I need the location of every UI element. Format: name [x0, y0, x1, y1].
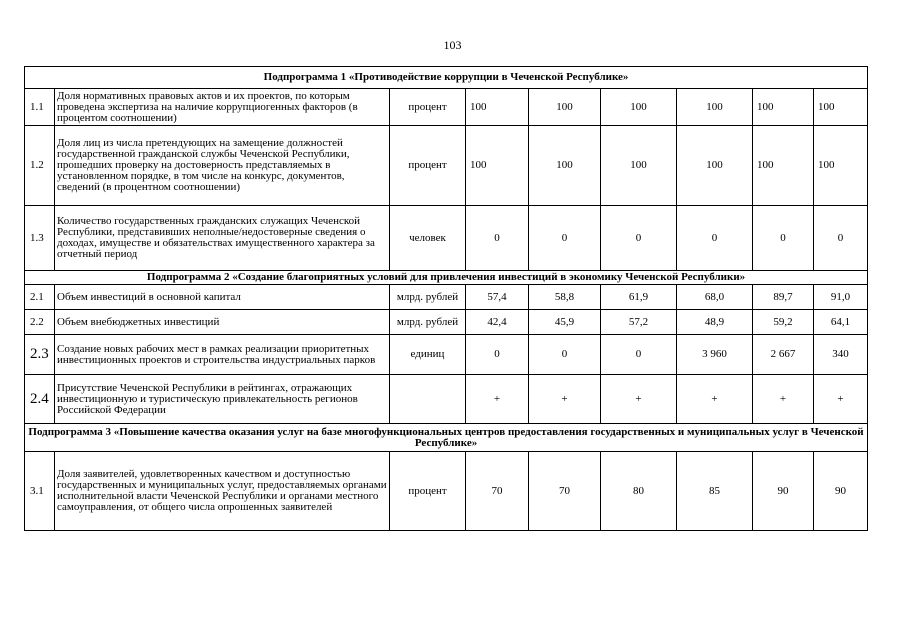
value-cell: +: [601, 375, 677, 424]
value-cell: 80: [601, 452, 677, 531]
table-row: [25, 285, 868, 310]
row-description: Создание новых рабочих мест в рамках реализации приоритетных инвестиционных проектов и строительства индустриальных парков: [55, 335, 390, 375]
value-cell: 100: [601, 89, 677, 126]
table-row: [25, 89, 868, 126]
value-cell: 90: [814, 452, 868, 531]
value-cell: +: [814, 375, 868, 424]
row-description: Доля нормативных правовых актов и их проектов, по которым проведена экспертиза на наличие коррупциогенных факторов (в процентом соотношении): [55, 89, 390, 126]
value-cell: +: [529, 375, 601, 424]
row-number: 2.2: [25, 310, 55, 335]
value-cell: 100: [601, 126, 677, 206]
value-cell: 64,1: [814, 310, 868, 335]
value-cell: 340: [814, 335, 868, 375]
value-cell: 100: [753, 89, 814, 126]
value-cell: 68,0: [677, 285, 753, 310]
table-row: [25, 310, 868, 335]
table-row: [25, 375, 868, 424]
value-cell: 61,9: [601, 285, 677, 310]
row-description: Объем инвестиций в основной капитал: [55, 285, 390, 310]
row-unit: процент: [390, 89, 466, 126]
value-cell: 100: [466, 89, 529, 126]
row-unit: процент: [390, 452, 466, 531]
value-cell: 90: [753, 452, 814, 531]
value-cell: 0: [601, 335, 677, 375]
row-unit: млрд. рублей: [390, 285, 466, 310]
value-cell: 100: [814, 89, 868, 126]
row-number: 1.2: [25, 126, 55, 206]
row-unit: единиц: [390, 335, 466, 375]
row-number: 2.1: [25, 285, 55, 310]
row-number: 2.4: [25, 375, 55, 424]
value-cell: 48,9: [677, 310, 753, 335]
value-cell: +: [466, 375, 529, 424]
value-cell: 0: [753, 206, 814, 271]
table-row: [25, 206, 868, 271]
row-description: Количество государственных гражданских служащих Чеченской Республики, представивших неполные/недостоверные сведения о доходах, имуществе и обязательствах имущественного характера за отчетный период: [55, 206, 390, 271]
section-title: Подпрограмма 2 «Создание благоприятных условий для привлечения инвестиций в экономику Чеченской Республики»: [25, 271, 868, 285]
row-description: Доля лиц из числа претендующих на замещение должностей государственной гражданской службы Чеченской Республики, прошедших проверку на достоверность представляемых в установленном порядке, в том числе на конкурс, документов, сведений (в процентном соотношении): [55, 126, 390, 206]
value-cell: 45,9: [529, 310, 601, 335]
row-unit: млрд. рублей: [390, 310, 466, 335]
value-cell: +: [753, 375, 814, 424]
value-cell: 2 667: [753, 335, 814, 375]
row-number: 1.1: [25, 89, 55, 126]
value-cell: 100: [529, 89, 601, 126]
value-cell: 100: [753, 126, 814, 206]
value-cell: 57,2: [601, 310, 677, 335]
row-unit: процент: [390, 126, 466, 206]
value-cell: 3 960: [677, 335, 753, 375]
value-cell: 59,2: [753, 310, 814, 335]
row-unit: [390, 375, 466, 424]
value-cell: 100: [677, 126, 753, 206]
value-cell: 89,7: [753, 285, 814, 310]
value-cell: 100: [529, 126, 601, 206]
row-number: 1.3: [25, 206, 55, 271]
value-cell: 58,8: [529, 285, 601, 310]
value-cell: 0: [677, 206, 753, 271]
section-header: [25, 424, 868, 452]
row-description: Присутствие Чеченской Республики в рейтингах, отражающих инвестиционную и туристическую привлекательность регионов Российской Федерации: [55, 375, 390, 424]
value-cell: 42,4: [466, 310, 529, 335]
value-cell: 0: [529, 206, 601, 271]
value-cell: 57,4: [466, 285, 529, 310]
row-description: Доля заявителей, удовлетворенных качеством и доступностью государственных и муниципальных услуг, предоставляемых органами исполнительной власти Чеченской Республики и органами местного самоуправления, от общего числа опрошенных заявителей: [55, 452, 390, 531]
value-cell: 100: [814, 126, 868, 206]
section-header: [25, 67, 868, 89]
value-cell: 85: [677, 452, 753, 531]
table-row: [25, 335, 868, 375]
section-title: Подпрограмма 1 «Противодействие коррупции в Чеченской Республике»: [25, 67, 868, 89]
value-cell: +: [677, 375, 753, 424]
row-number: 3.1: [25, 452, 55, 531]
value-cell: 70: [529, 452, 601, 531]
page-number: 103: [443, 38, 462, 52]
value-cell: 91,0: [814, 285, 868, 310]
table-row: [25, 452, 868, 531]
value-cell: 100: [466, 126, 529, 206]
value-cell: 0: [466, 335, 529, 375]
table-row: [25, 126, 868, 206]
section-header: [25, 271, 868, 285]
value-cell: 0: [529, 335, 601, 375]
indicators-table: [24, 66, 868, 531]
value-cell: 0: [814, 206, 868, 271]
value-cell: 0: [601, 206, 677, 271]
value-cell: 0: [466, 206, 529, 271]
row-description: Объем внебюджетных инвестиций: [55, 310, 390, 335]
row-unit: человек: [390, 206, 466, 271]
value-cell: 70: [466, 452, 529, 531]
row-number: 2.3: [25, 335, 55, 375]
value-cell: 100: [677, 89, 753, 126]
section-title: Подпрограмма 3 «Повышение качества оказания услуг на базе многофункциональных центров предоставления государственных и муниципальных услуг в Чеченской Республике»: [25, 424, 868, 452]
